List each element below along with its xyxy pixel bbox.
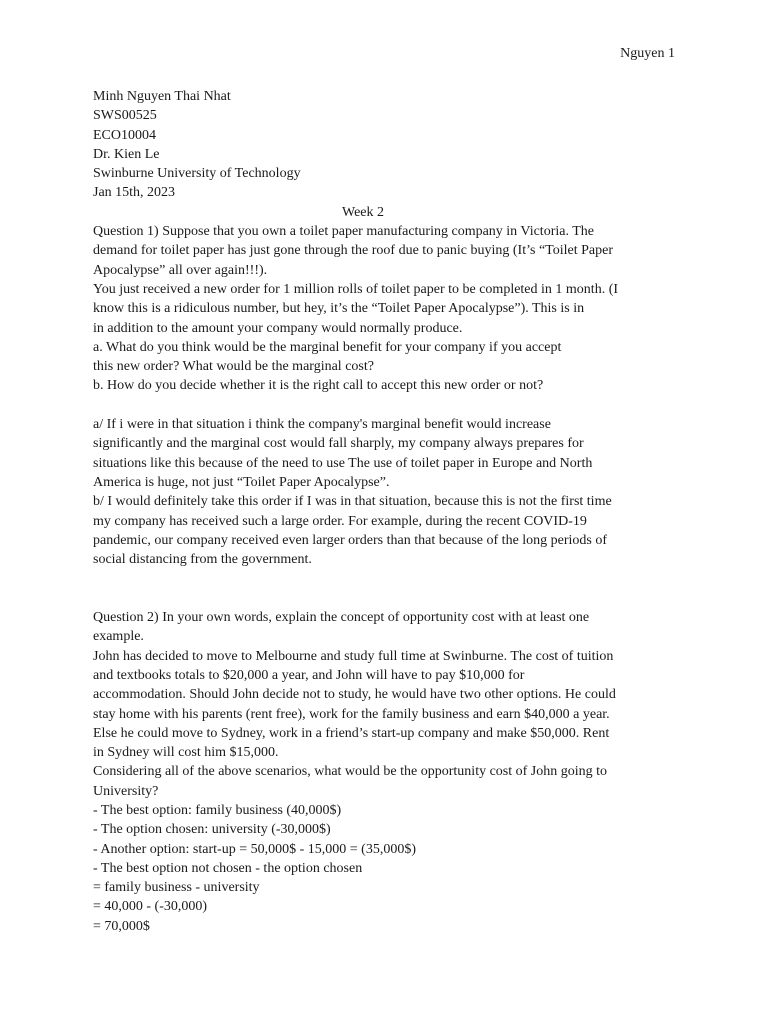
calculation-line: = 70,000$	[93, 918, 150, 934]
blank-lines	[93, 569, 693, 608]
page-number-header: Nguyen 1	[620, 46, 675, 61]
calculation-line: = family business - university	[93, 880, 260, 896]
paragraph-line: situations like this because of the need to use The use of toilet paper in Europe and North	[93, 455, 593, 471]
calculation-line: - The option chosen: university (-30,000$)	[93, 822, 331, 838]
paragraph-line: and textbooks totals to $20,000 a year, and John will have to pay $10,000 for	[93, 667, 525, 683]
question-1-prompt	[93, 222, 693, 396]
paragraph-line: accommodation. Should John decide not to study, he would have two other options. He could	[93, 687, 616, 703]
paragraph-line: America is huge, not just “Toilet Paper Apocalypse”.	[93, 474, 390, 490]
calculation-line: - Another option: start-up = 50,000$ - 15,000 = (35,000$)	[93, 841, 416, 857]
submission-date: Jan 15th, 2023	[93, 185, 176, 201]
instructor-name: Dr. Kien Le	[93, 146, 160, 162]
paragraph-line: b. How do you decide whether it is the right call to accept this new order or not?	[93, 378, 544, 394]
paragraph-line: my company has received such a large order. For example, during the recent COVID-19	[93, 513, 587, 529]
document-body	[93, 87, 693, 936]
course-code: ECO10004	[93, 127, 156, 143]
blank-line	[93, 396, 693, 415]
calculation-line: - The best option not chosen - the option chosen	[93, 860, 363, 876]
paragraph-line: John has decided to move to Melbourne and study full time at Swinburne. The cost of tuition	[93, 648, 614, 664]
paragraph-line: demand for toilet paper has just gone through the roof due to panic buying (It’s “Toilet Paper	[93, 243, 613, 259]
mla-heading	[93, 87, 693, 203]
paragraph-line: b/ I would definitely take this order if I was in that situation, because this is not the first time	[93, 494, 612, 510]
calculation-line: = 40,000 - (-30,000)	[93, 899, 208, 915]
question-2-prompt	[93, 608, 693, 801]
paragraph-line: Else he could move to Sydney, work in a friend’s start-up company and make $50,000. Rent	[93, 725, 610, 741]
paragraph-line: stay home with his parents (rent free), work for the family business and earn $40,000 a year.	[93, 706, 610, 722]
paragraph-line: example.	[93, 629, 144, 645]
student-id: SWS00525	[93, 108, 157, 124]
paragraph-line: University?	[93, 783, 159, 799]
paragraph-line: Question 2) In your own words, explain the concept of opportunity cost with at least one	[93, 610, 590, 626]
paragraph-line: pandemic, our company received even larger orders than that because of the long periods of	[93, 532, 608, 548]
question-1-answer	[93, 415, 693, 569]
paragraph-line: a. What do you think would be the marginal benefit for your company if you accept	[93, 339, 562, 355]
paragraph-line: Apocalypse” all over again!!!).	[93, 262, 268, 278]
paragraph-line: You just received a new order for 1 million rolls of toilet paper to be completed in 1 month. (I	[93, 281, 619, 297]
paragraph-line: Question 1) Suppose that you own a toilet paper manufacturing company in Victoria. The	[93, 224, 594, 240]
paragraph-line: significantly and the marginal cost would fall sharply, my company always prepares for	[93, 436, 584, 452]
question-2-answer	[93, 801, 693, 936]
paragraph-line: know this is a ridiculous number, but hey, it’s the “Toilet Paper Apocalypse”). This is in	[93, 301, 585, 317]
paragraph-line: in Sydney will cost him $15,000.	[93, 745, 279, 761]
paragraph-line: Considering all of the above scenarios, what would be the opportunity cost of John going to	[93, 764, 608, 780]
calculation-line: - The best option: family business (40,000$)	[93, 802, 342, 818]
paragraph-line: in addition to the amount your company would normally produce.	[93, 320, 463, 336]
paragraph-line: social distancing from the government.	[93, 552, 312, 568]
paragraph-line: a/ If i were in that situation i think the company's marginal benefit would increase	[93, 417, 551, 433]
student-name: Minh Nguyen Thai Nhat	[93, 89, 231, 104]
paragraph-line: this new order? What would be the marginal cost?	[93, 359, 374, 375]
week-title: Week 2	[341, 204, 385, 220]
university-name: Swinburne University of Technology	[93, 166, 301, 182]
